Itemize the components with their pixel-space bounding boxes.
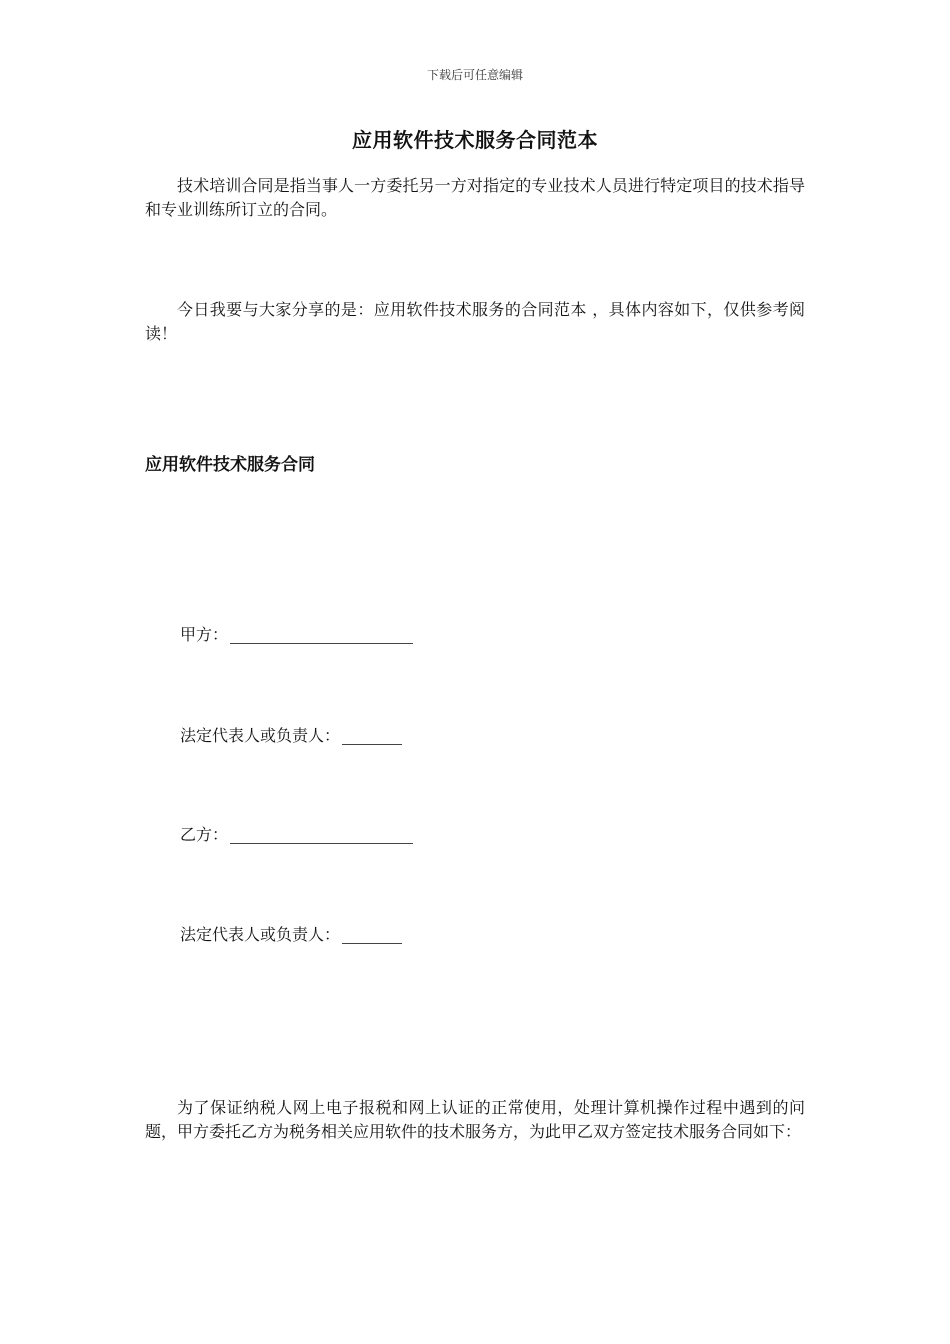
party-a-blank xyxy=(230,625,413,644)
party-b-rep-blank xyxy=(342,925,402,944)
party-a-field xyxy=(180,623,413,647)
party-b-label: 乙方： xyxy=(180,825,229,844)
document-title: 应用软件技术服务合同范本 xyxy=(352,128,598,152)
share-paragraph: 今日我要与大家分享的是：应用软件技术服务的合同范本 ，具体内容如下，仅供参考阅读！ xyxy=(145,300,805,343)
party-a-label: 甲方： xyxy=(180,625,229,644)
header-note: 下载后可任意编辑 xyxy=(426,68,523,82)
party-a-rep-label: 法定代表人或负责人： xyxy=(180,726,341,745)
intro-paragraph: 技术培训合同是指当事人一方委托另一方对指定的专业技术人员进行特定项目的技术指导和专业训练所订立的合同。 xyxy=(145,176,805,219)
section-heading: 应用软件技术服务合同 xyxy=(145,455,315,475)
party-a-rep-field xyxy=(180,724,402,748)
body-paragraph: 为了保证纳税人网上电子报税和网上认证的正常使用，处理计算机操作过程中遇到的问题，甲方委托乙方为税务相关应用软件的技术服务方，为此甲乙双方签定技术服务合同如下： xyxy=(145,1098,805,1141)
party-b-blank xyxy=(230,825,413,844)
party-b-rep-label: 法定代表人或负责人： xyxy=(180,925,341,944)
party-a-rep-blank xyxy=(342,726,402,745)
party-b-rep-field xyxy=(180,923,402,947)
party-b-field xyxy=(180,823,413,847)
